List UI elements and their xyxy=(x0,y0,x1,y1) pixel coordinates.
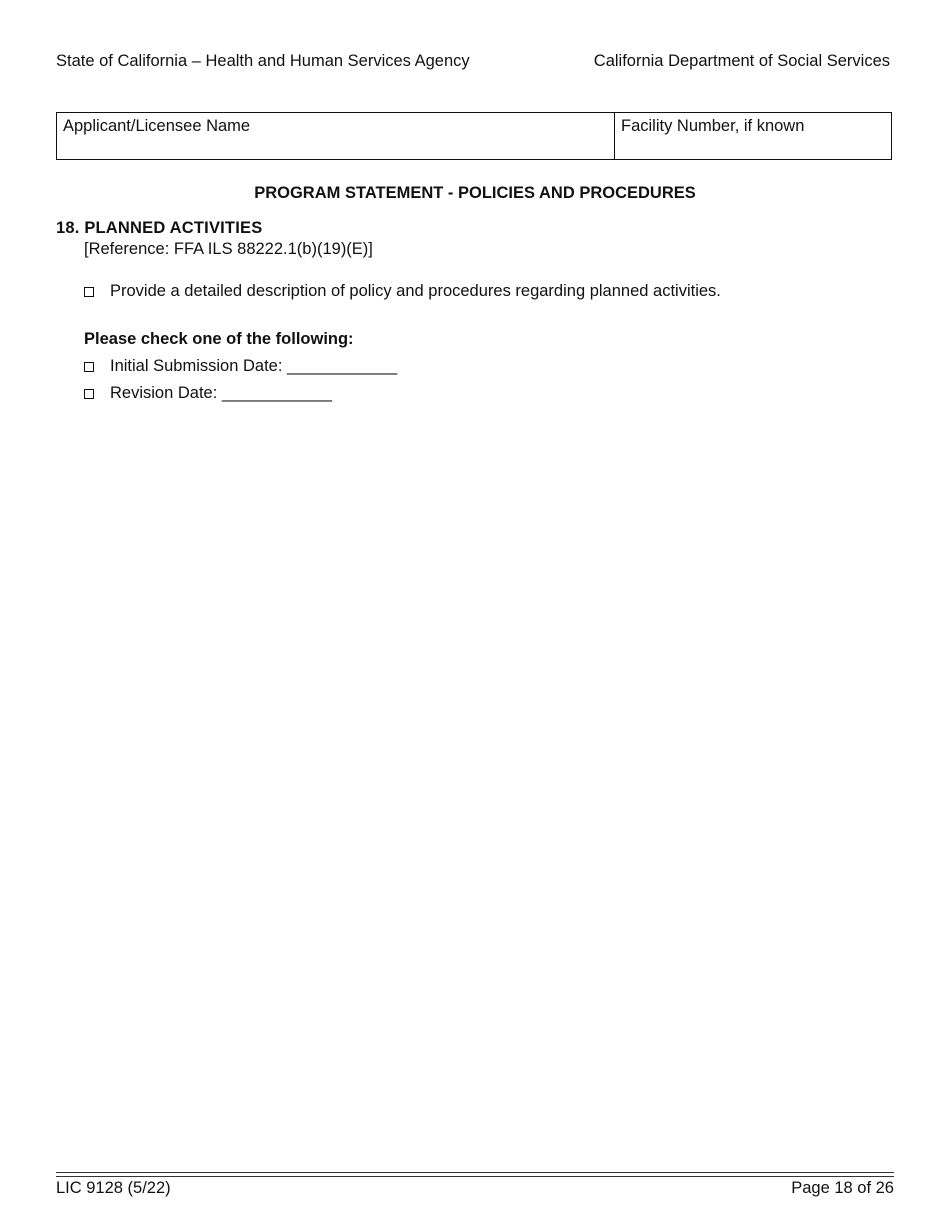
description-checkbox[interactable] xyxy=(84,287,94,297)
footer-rule-top xyxy=(56,1172,894,1173)
applicant-name-label: Applicant/Licensee Name xyxy=(63,117,251,135)
page-number: Page 18 of 26 xyxy=(791,1179,894,1197)
section-reference: [Reference: FFA ILS 88222.1(b)(19)(E)] xyxy=(84,240,373,258)
submission-instruction: Please check one of the following: xyxy=(84,330,354,348)
initial-submission-item xyxy=(84,357,397,376)
header-department: California Department of Social Services xyxy=(593,52,890,70)
revision-item xyxy=(84,384,332,403)
applicant-name-field[interactable] xyxy=(57,113,615,159)
description-item xyxy=(84,282,721,301)
description-item-label: Provide a detailed description of policy and procedures regarding planned activities. xyxy=(110,282,721,300)
facility-number-field[interactable] xyxy=(615,113,891,159)
form-id: LIC 9128 (5/22) xyxy=(56,1179,171,1197)
document-title: PROGRAM STATEMENT - POLICIES AND PROCEDURES xyxy=(254,184,696,202)
revision-label: Revision Date: ____________ xyxy=(110,384,333,402)
section-heading: 18. PLANNED ACTIVITIES xyxy=(56,219,263,237)
facility-number-label: Facility Number, if known xyxy=(621,117,805,135)
header-agency: State of California – Health and Human Services Agency xyxy=(56,52,470,70)
initial-submission-label: Initial Submission Date: ____________ xyxy=(110,357,398,375)
identity-table xyxy=(56,112,892,160)
initial-submission-checkbox[interactable] xyxy=(84,362,94,372)
footer-rule-bottom xyxy=(56,1176,894,1177)
revision-checkbox[interactable] xyxy=(84,389,94,399)
